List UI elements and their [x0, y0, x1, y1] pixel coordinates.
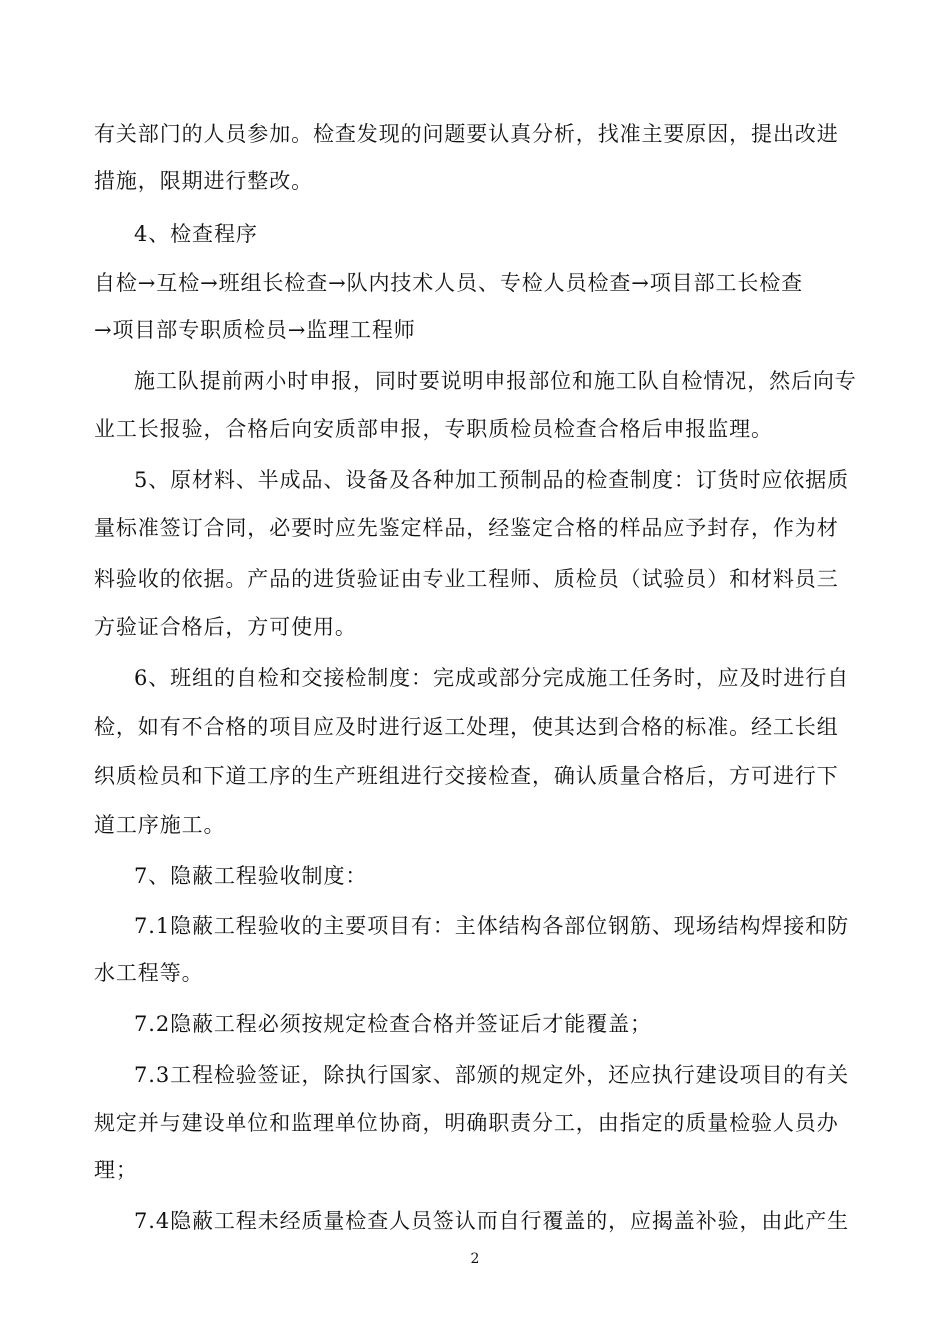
- body-text-line: 量标准签订合同，必要时应先鉴定样品，经鉴定合格的样品应予封存，作为材: [94, 516, 839, 540]
- body-text-line: 施工队提前两小时申报，同时要说明申报部位和施工队自检情况，然后向专: [134, 369, 857, 393]
- body-text-line: 织质检员和下道工序的生产班组进行交接检查，确认质量合格后，方可进行下: [94, 764, 839, 788]
- section-heading: 4、检查程序: [134, 222, 258, 246]
- body-text-line: 业工长报验，合格后向安质部申报，专职质检员检查合格后申报监理。: [94, 417, 773, 441]
- body-text-line: 自检→互检→班组长检查→队内技术人员、专检人员检查→项目部工长检查: [94, 271, 804, 295]
- section-heading: 5、原材料、半成品、设备及各种加工预制品的检查制度：订货时应依据质: [134, 468, 850, 492]
- body-text-line: 规定并与建设单位和监理单位协商，明确职责分工，由指定的质量检验人员办: [94, 1111, 839, 1135]
- body-text-line: 有关部门的人员参加。检查发现的问题要认真分析，找准主要原因，提出改进: [94, 122, 839, 146]
- subsection-text-line: 7.1隐蔽工程验收的主要项目有：主体结构各部位钢筋、现场结构焊接和防: [134, 914, 849, 938]
- subsection-text-line: 7.3工程检验签证，除执行国家、部颁的规定外，还应执行建设项目的有关: [134, 1063, 849, 1087]
- body-text-line: 道工序施工。: [94, 813, 226, 837]
- body-text-line: 水工程等。: [94, 961, 204, 985]
- section-heading: 7、隐蔽工程验收制度：: [134, 864, 368, 888]
- body-text-line: →项目部专职质检员→监理工程师: [94, 318, 416, 342]
- page-number: 2: [470, 1251, 480, 1267]
- subsection-text-line: 7.2隐蔽工程必须按规定检查合格并签证后才能覆盖；: [134, 1012, 652, 1036]
- subsection-text-line: 7.4隐蔽工程未经质量检查人员签认而自行覆盖的，应揭盖补验，由此产生: [134, 1209, 849, 1233]
- body-text-line: 料验收的依据。产品的进货验证由专业工程师、质检员（试验员）和材料员三: [94, 567, 839, 591]
- section-heading: 6、班组的自检和交接检制度：完成或部分完成施工任务时，应及时进行自: [134, 666, 850, 690]
- body-text-line: 理；: [94, 1158, 138, 1182]
- body-text-line: 检，如有不合格的项目应及时进行返工处理，使其达到合格的标准。经工长组: [94, 715, 839, 739]
- body-text-line: 方验证合格后，方可使用。: [94, 615, 357, 639]
- body-text-line: 措施，限期进行整改。: [94, 169, 313, 193]
